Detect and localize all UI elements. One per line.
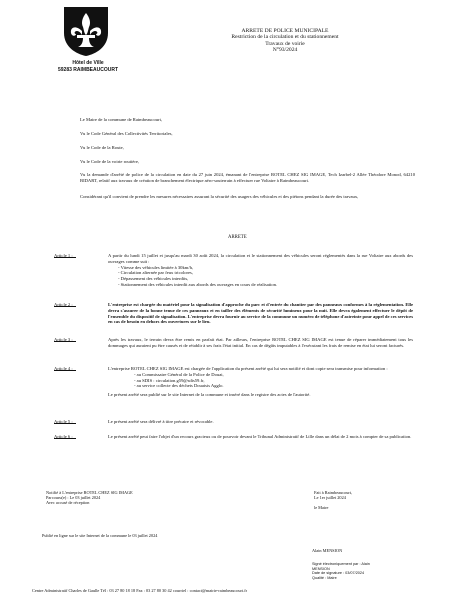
vu-line-3: Vu le Code de la voirie routière,	[80, 159, 140, 164]
list-item: - au service collecte des déchets Douaisis Agglo.	[134, 383, 224, 389]
notification-line-3: Avec accusé de réception	[46, 500, 90, 506]
town-hall-address	[58, 60, 118, 74]
list-item: - Circulation alternée par feux tricolores,	[118, 270, 193, 276]
maire-line: Le Maire de la commune de Raimbeaucourt,	[80, 117, 163, 122]
publication-note: Publié en ligne sur le site Internet de la commune le 03 juillet 2024	[42, 533, 158, 538]
article-4-body	[108, 366, 413, 398]
vu-line-1: Vu le Code Général des Collectivités Territoriales,	[80, 131, 173, 136]
vu-line-2: Vu le Code de la Route,	[80, 145, 124, 150]
footer-address: Centre Administratif Charles de Gaulle Tél : 03 27 80 18 18 Fax : 03 27 80 30 42 courriel : contact@mairie-raimbeaucourt.fr	[32, 588, 248, 593]
article-4-text: L'entreprise ROTEL CHEZ SIG IMAGE est chargée de l'application du présent arrêté qui lui sera notifié et dont copie sera transmise pour information :	[108, 366, 388, 371]
demande-paragraph: Vu la demande d'arrêté de police de la circulation en date du 27 juin 2024, émanant de l'entreprise ROTEL CHEZ SIG IMAGE, Tech Izarbel-2 Allée Théodore Monod, 64210 BIDART, relatif aux travaux de création de branchement électrique aéro-souterrain à effectuer rue Voltaire à Raimbeaucourt.	[80, 172, 415, 183]
article-6-label: Article 6 :	[54, 434, 94, 439]
article-3-text: Après les travaux, le terrain devra être remis en parfait état. Par ailleurs, l'entreprise ROTEL CHEZ SIG IMAGE est tenue de réparer immédiatement tous les dommages qui auraient pu être causés et de rétablir à ses frais l'état initial. En cas de dégâts imputables à l'exécutant les frais de remise en état lui seront facturés.	[108, 337, 413, 348]
article-5-text: Le présent arrêté sera délivré à titre précaire et révocable.	[108, 419, 214, 424]
article-4-recipients	[134, 372, 413, 389]
signature-line-1: Signé électroniquement par : Alain	[312, 562, 370, 566]
article-6-text: Le présent arrêté peut faire l'objet d'un recours gracieux ou de pourvoir devant le Tribunal Administratif de Lille dans un délai de 2 mois à compter de sa publication.	[108, 434, 412, 439]
list-item: - Vitesse des véhicules limitée à 30km/h,	[118, 264, 194, 270]
signature-line-4: Qualité : Maire	[312, 575, 337, 580]
list-item: - Dépassement des véhicules interdits,	[118, 276, 189, 282]
article-1-text: A partir du lundi 15 juillet et jusqu'au mardi 30 août 2024, la circulation et le stationnement des véhicules seront réglementés dans la rue Voltaire aux abords des ouvrages comme suit :	[108, 253, 413, 264]
article-3-label: Article 3 :	[54, 337, 94, 342]
notification-line-2: Parcouru(e) : Le 03 juillet 2024	[46, 495, 101, 501]
article-5-label: Article 5 :	[54, 419, 94, 424]
fait-block	[314, 490, 352, 511]
maire-title: le Maire	[314, 505, 329, 511]
fleur-de-lis-icon	[60, 5, 112, 57]
fait-line-1: Fait à Raimbeaucourt,	[314, 490, 353, 495]
article-4-publication: Le présent arrêté sera publié sur le site Internet de la commune et inséré dans le registre des actes de l'autorité.	[108, 392, 311, 398]
list-item: - au Commissaire Général de la Police de Douai,	[134, 371, 224, 377]
document-number: N°93/2024	[272, 47, 298, 54]
article-1-label: Article 1 :	[54, 253, 94, 258]
document-subject: Travaux de voirie	[265, 40, 305, 47]
list-item: - Stationnement des véhicules interdit aux abords des ouvrages en cours de réalisation.	[118, 281, 278, 287]
article-2-label: Article 2 :	[54, 302, 94, 307]
notification-line-1: Notifié à L'entreprise ROTEL CHEZ SIG IMAGE	[46, 490, 133, 495]
postcode-line: 59283 RAIMBEAUCOURT	[58, 67, 119, 73]
signature-line-2: MENSION	[312, 566, 330, 571]
electronic-signature	[312, 562, 370, 580]
maire-name: Alain MENSION	[312, 548, 343, 553]
signature-line-3: Date de signature : 03/07/2024	[312, 571, 365, 576]
town-hall-line: Hôtel de Ville	[72, 60, 104, 66]
municipal-logo	[60, 5, 112, 57]
article-4-label: Article 4 :	[54, 366, 94, 371]
considerant-paragraph: Considérant qu'il convient de prendre les mesures nécessaires assurant la sécurité des usagers des véhicules et des piétons pendant la durée des travaux,	[80, 194, 359, 199]
notification-block	[46, 490, 133, 506]
arrete-heading: ARRETE	[228, 235, 247, 240]
list-item: - au SDIS : circulation.g59@sdis59.fr,	[134, 377, 205, 383]
fait-line-2: Le 1er juillet 2024	[314, 495, 346, 501]
article-1-body	[108, 253, 413, 288]
document-subtitle: Restriction de la circulation et du stationnement	[231, 34, 339, 41]
article-1-bullets	[118, 265, 413, 288]
document-title: ARRETE DE POLICE MUNICIPALE	[241, 28, 329, 34]
document-header	[205, 28, 365, 54]
article-2-text: L'entreprise est chargée du matériel pour la signalisation d'approche du parc et d'entrée du chantier par des panneaux conformes à la réglementation. Elle devra s'assurer de la bonne tenue de ces panneaux et en tailler des éléments de sécurité lumineux pour la nuit. Elle devra également effectuer le dépôt de l'ensemble du dispositif de signalisation. L'entreprise devra fournir au service de la commune un numéro de téléphone d'astreinte pour appel de ces services en cas de besoin en dehors des ouvertures sur le lieu.	[108, 302, 413, 325]
